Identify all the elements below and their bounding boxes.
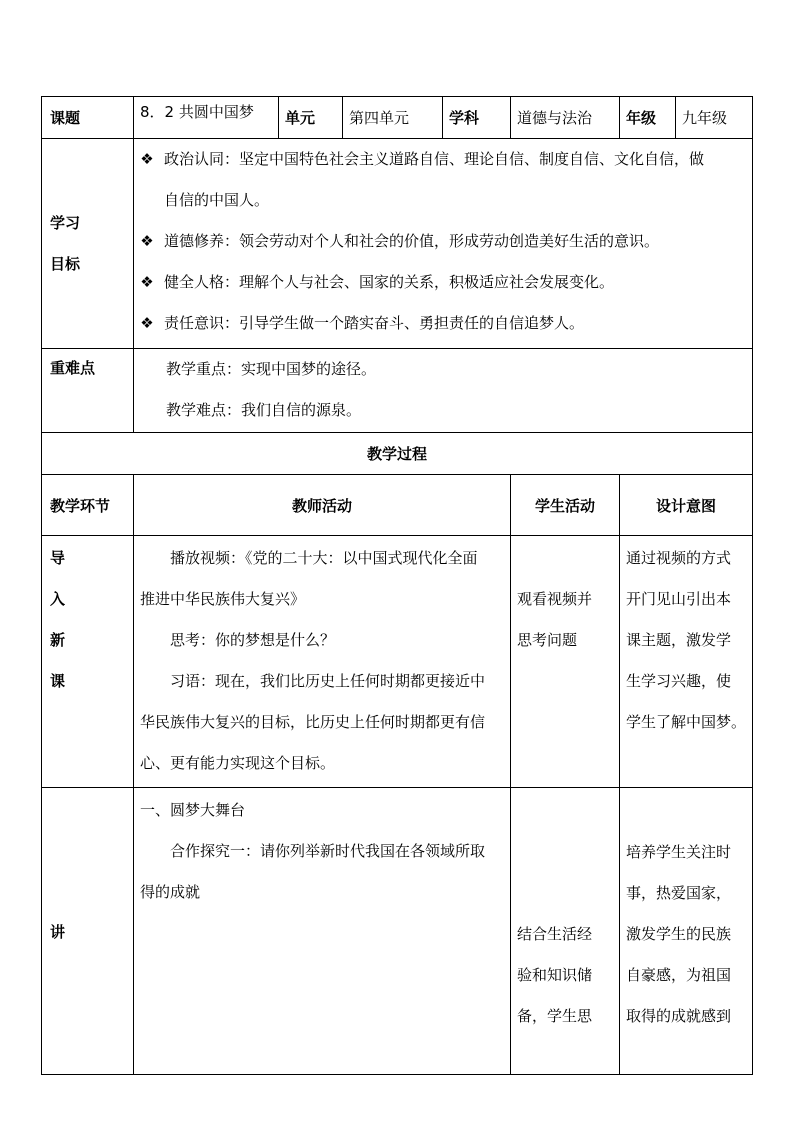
teacher-line: 推进中华民族伟大复兴》 — [140, 590, 306, 608]
teacher-line: 合作探究一：请你列举新时代我国在各领域所取 — [170, 842, 486, 860]
student-line: 备，学生思 — [517, 1007, 593, 1025]
diamond-bullet-icon: ❖ — [140, 232, 154, 250]
lesson-value: 8．2 共圆中国梦 — [134, 97, 279, 139]
process-title-row — [42, 433, 753, 475]
unit-value: 第四单元 — [343, 97, 443, 139]
objective-text: 责任意识：引导学生做一个踏实奋斗、勇担责任的自信追梦人。 — [164, 314, 585, 332]
stage-char: 入 — [50, 590, 66, 608]
lesson-plan-table — [41, 96, 753, 1075]
intent-line: 事，热爱国家， — [626, 884, 732, 902]
student-line: 结合生活经 — [517, 925, 593, 943]
student-column-header: 学生活动 — [511, 475, 620, 536]
stage-column-header: 教学环节 — [42, 475, 134, 536]
intent-line: 取得的成就感到 — [626, 1007, 732, 1025]
objectives-label-2: 目标 — [50, 254, 81, 273]
stage-char: 导 — [50, 549, 66, 567]
intro-design-intent — [620, 536, 753, 788]
teaching-difficulty: 教学难点：我们自信的源泉。 — [166, 401, 362, 419]
process-title: 教学过程 — [42, 433, 753, 475]
teaching-focus: 教学重点：实现中国梦的途径。 — [166, 360, 377, 378]
teacher-line: 思考：你的梦想是什么？ — [170, 631, 336, 649]
teacher-line: 心、更有能力实现这个目标。 — [140, 754, 336, 772]
intent-line: 开门见山引出本 — [626, 590, 732, 608]
objective-text: 道德修养：领会劳动对个人和社会的价值，形成劳动创造美好生活的意识。 — [164, 232, 660, 250]
objective-text: 政治认同：坚定中国特色社会主义道路自信、理论自信、制度自信、文化自信，做 — [164, 150, 705, 168]
intent-line: 培养学生关注时 — [626, 843, 732, 861]
lecture-stage: 讲 — [42, 788, 134, 1075]
student-line: 思考问题 — [517, 631, 578, 649]
key-points-row — [42, 349, 753, 433]
objectives-row — [42, 139, 753, 349]
grade-value: 九年级 — [676, 97, 753, 139]
intent-line: 自豪感，为祖国 — [626, 966, 732, 984]
objectives-label — [42, 139, 134, 349]
subject-value: 道德与法治 — [511, 97, 620, 139]
key-points-content — [134, 349, 753, 433]
intro-row — [42, 536, 753, 788]
intent-line: 生学习兴趣，使 — [626, 672, 732, 690]
diamond-bullet-icon: ❖ — [140, 273, 154, 291]
intent-column-header: 设计意图 — [620, 475, 753, 536]
objective-text: 健全人格：理解个人与社会、国家的关系，积极适应社会发展变化。 — [164, 273, 615, 291]
intent-line: 通过视频的方式 — [626, 549, 732, 567]
student-line: 观看视频并 — [517, 590, 593, 608]
student-line: 验和知识储 — [517, 966, 593, 984]
teacher-line: 华民族伟大复兴的目标，比历史上任何时期都更有信 — [140, 713, 486, 731]
lecture-teacher-activity — [134, 788, 511, 1075]
objective-item — [134, 221, 752, 262]
stage-char: 课 — [50, 672, 66, 690]
teacher-column-header: 教师活动 — [134, 475, 511, 536]
lecture-student-activity — [511, 788, 620, 1075]
teacher-line: 习语：现在，我们比历史上任何时期都更接近中 — [170, 672, 486, 690]
intro-stage — [42, 536, 134, 788]
header-row — [42, 97, 753, 139]
intent-line: 课主题，激发学 — [626, 631, 732, 649]
diamond-bullet-icon: ❖ — [140, 314, 154, 332]
teacher-line: 播放视频：《党的二十大：以中国式现代化全面 — [170, 549, 478, 567]
lecture-design-intent — [620, 788, 753, 1075]
objective-item — [134, 262, 752, 303]
diamond-bullet-icon: ❖ — [140, 150, 154, 168]
objective-text-continued: 自信的中国人。 — [164, 191, 270, 209]
stage-char: 新 — [50, 631, 66, 649]
intent-line: 学生了解中国梦。 — [626, 713, 747, 731]
subject-label: 学科 — [443, 97, 511, 139]
grade-label: 年级 — [620, 97, 676, 139]
teacher-line: 得的成就 — [140, 883, 201, 901]
key-points-label: 重难点 — [42, 349, 134, 433]
objectives-content — [134, 139, 753, 349]
intro-teacher-activity — [134, 536, 511, 788]
intent-line: 激发学生的民族 — [626, 925, 732, 943]
lecture-row — [42, 788, 753, 1075]
intro-student-activity — [511, 536, 620, 788]
process-header-row — [42, 475, 753, 536]
objective-item — [134, 139, 752, 180]
objectives-label-1: 学习 — [50, 213, 81, 232]
objective-item — [134, 303, 752, 344]
section-heading: 一、圆梦大舞台 — [140, 801, 246, 819]
unit-label: 单元 — [279, 97, 343, 139]
lesson-label: 课题 — [42, 97, 134, 139]
